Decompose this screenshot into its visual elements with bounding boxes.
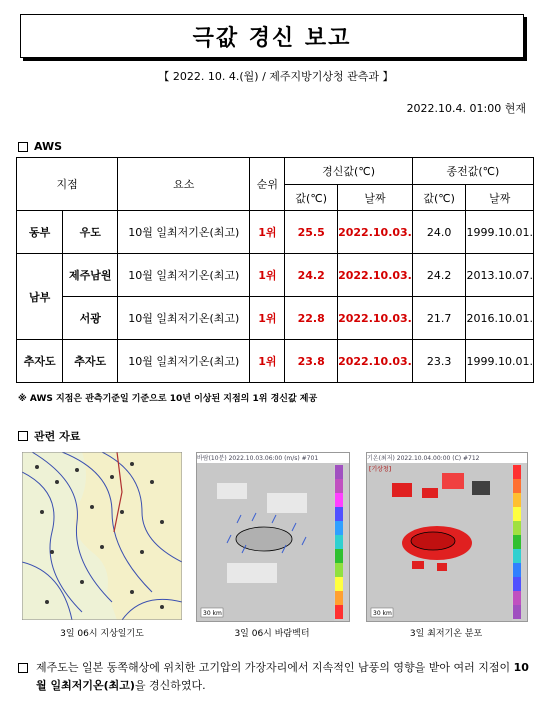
conclusion-paragraph (18, 659, 538, 695)
aws-footnote: ※ AWS 지점은 관측기준일 기준으로 10년 이상된 지점의 1위 경신값 제공 (18, 394, 318, 404)
report-subtitle: 【 2022. 10. 4.(월) / 제주지방기상청 관측과 】 (158, 70, 394, 83)
element-cell: 10월 일최저기온(최고) (118, 211, 250, 254)
prev-value-cell: 24.2 (412, 254, 466, 297)
wind-image-header: 바람(10분) 2022.10.03.06:00 (m/s) #701 (197, 453, 349, 463)
prev-value-cell: 23.3 (412, 340, 466, 383)
checkbox-square-icon (18, 431, 28, 441)
element-cell: 10월 일최저기온(최고) (118, 340, 250, 383)
new-value-cell: 22.8 (285, 297, 338, 340)
surface-map-caption: 3일 06시 지상일기도 (60, 629, 144, 639)
rank-cell: 1위 (250, 211, 285, 254)
station-cell: 우도 (63, 211, 118, 254)
prev-value-cell: 21.7 (412, 297, 466, 340)
table-row (17, 297, 534, 340)
element-cell: 10월 일최저기온(최고) (118, 297, 250, 340)
surface-weather-map-image (22, 452, 182, 620)
region-cell: 동부 (17, 211, 63, 254)
related-heading-label: 관련 자료 (34, 430, 81, 443)
aws-section-heading (18, 140, 62, 153)
station-cell: 추자도 (63, 340, 118, 383)
new-date-cell: 2022.10.03. (338, 254, 413, 297)
element-cell: 10월 일최저기온(최고) (118, 254, 250, 297)
conclusion-ending: 을 경신하였다. (134, 679, 206, 692)
temp-image-header: 기온(최저) 2022.10.04.00:00 (C) #712 (367, 453, 527, 463)
new-value-cell: 24.2 (285, 254, 338, 297)
related-section-heading (18, 428, 80, 444)
station-cell: 서광 (63, 297, 118, 340)
table-row (17, 254, 534, 297)
rank-cell: 1위 (250, 297, 285, 340)
prev-value-cell: 24.0 (412, 211, 466, 254)
min-temperature-caption: 3일 최저기온 분포 (409, 629, 483, 639)
col-header-prev-value: 값(℃) (412, 185, 466, 211)
col-header-new-value: 경신값(℃) (285, 158, 413, 185)
temp-scale-label: 30 km (373, 610, 392, 617)
kma-tag: [기상청] (369, 466, 392, 473)
as-of-timestamp: 2022.10.4. 01:00 현재 (406, 102, 526, 115)
conclusion-text: 제주도는 일본 동쪽해상에 위치한 고기압의 가장자리에서 지속적인 남풍의 영향을 받아 여러 지점이 (36, 661, 514, 674)
col-header-date: 날짜 (338, 185, 413, 211)
col-header-value: 값(℃) (285, 185, 338, 211)
aws-record-table (16, 157, 534, 383)
region-cell: 남부 (17, 254, 63, 340)
station-cell: 제주남원 (63, 254, 118, 297)
checkbox-square-icon (18, 663, 28, 673)
wind-vector-image (196, 452, 350, 622)
wind-vector-caption: 3일 06시 바람벡터 (234, 629, 310, 639)
prev-date-cell: 1999.10.01. (466, 211, 534, 254)
min-temperature-image (366, 452, 528, 622)
table-row (17, 340, 534, 383)
rank-cell: 1위 (250, 254, 285, 297)
checkbox-square-icon (18, 142, 28, 152)
new-date-cell: 2022.10.03. (338, 340, 413, 383)
col-header-rank: 순위 (250, 158, 285, 211)
col-header-station: 지점 (17, 158, 118, 211)
table-row (17, 211, 534, 254)
wind-scale-label: 30 km (203, 610, 222, 617)
prev-date-cell: 1999.10.01. (466, 340, 534, 383)
col-header-previous-value: 종전값(℃) (412, 158, 533, 185)
col-header-prev-date: 날짜 (466, 185, 534, 211)
new-value-cell: 23.8 (285, 340, 338, 383)
region-cell: 추자도 (17, 340, 63, 383)
new-date-cell: 2022.10.03. (338, 297, 413, 340)
new-date-cell: 2022.10.03. (338, 211, 413, 254)
aws-heading-label: AWS (34, 140, 63, 153)
new-value-cell: 25.5 (285, 211, 338, 254)
rank-cell: 1위 (250, 340, 285, 383)
prev-date-cell: 2016.10.01. (466, 297, 534, 340)
page-title: 극값 경신 보고 (20, 14, 524, 58)
conclusion-highlight: 10월 일최저기온(최고) (36, 661, 529, 692)
prev-date-cell: 2013.10.07. (466, 254, 534, 297)
col-header-element: 요소 (118, 158, 250, 211)
